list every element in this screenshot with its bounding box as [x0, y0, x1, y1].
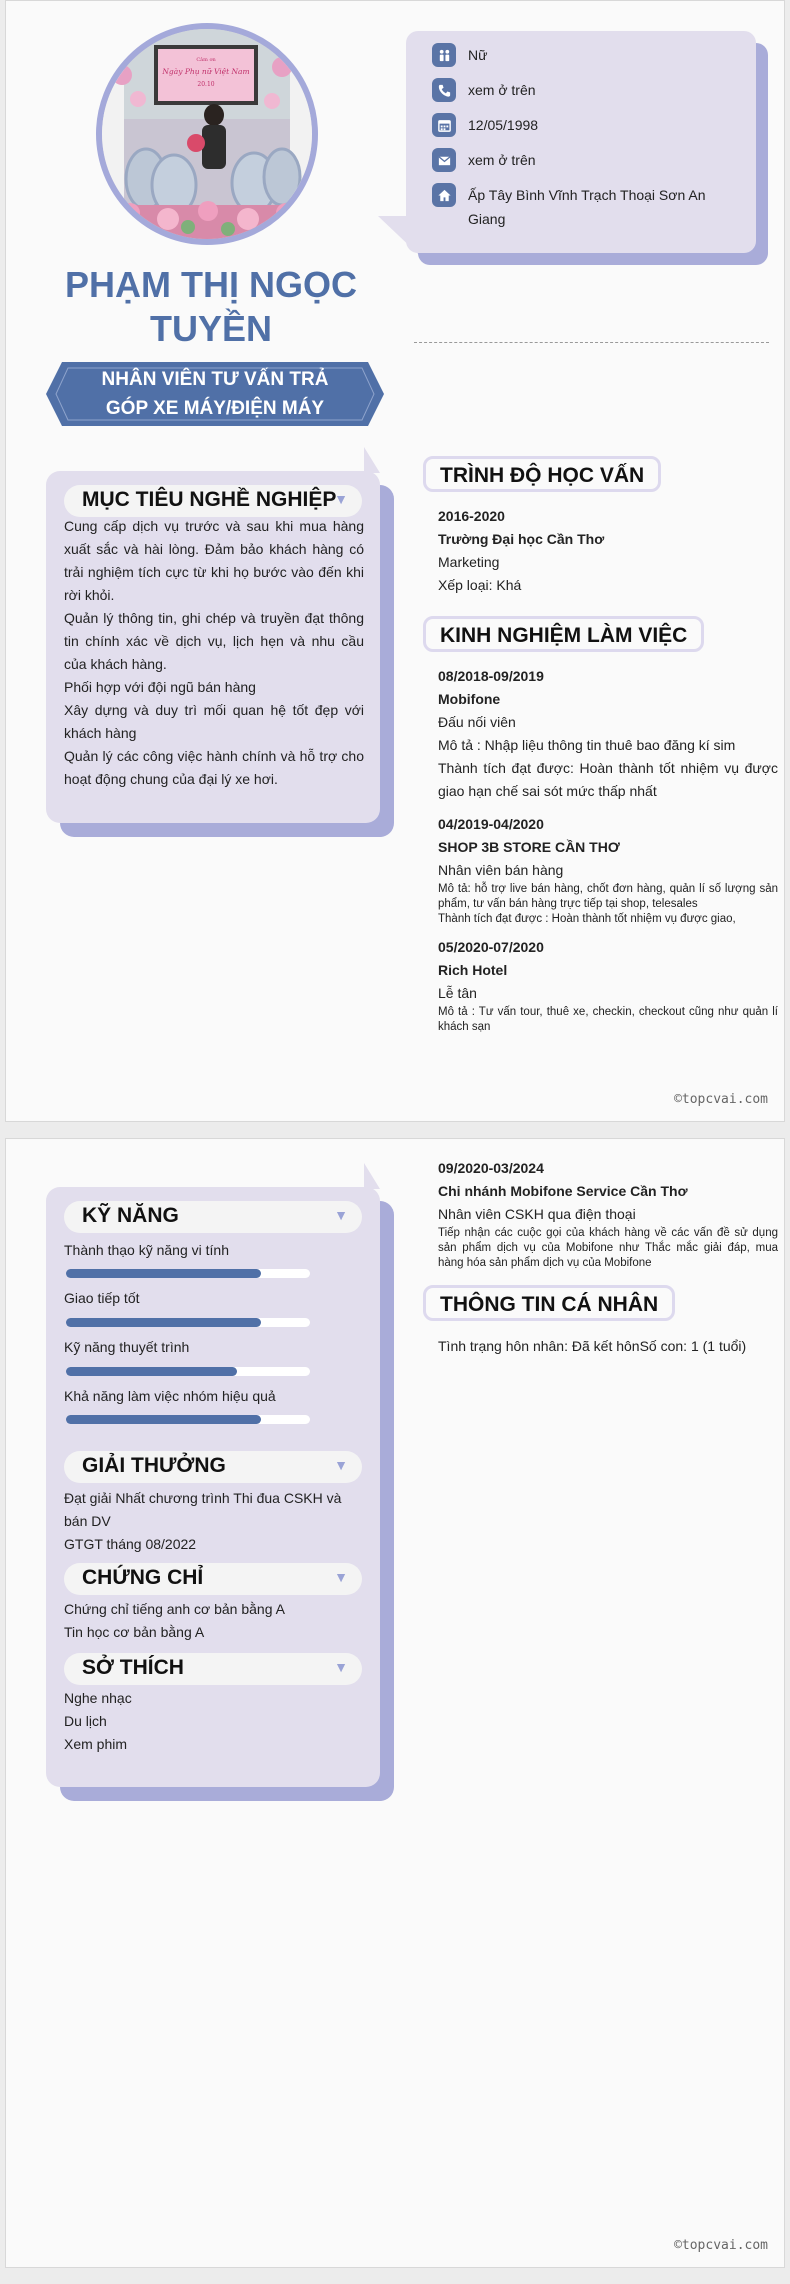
calendar-icon — [432, 113, 456, 137]
home-icon — [432, 183, 456, 207]
objective-text — [64, 515, 364, 791]
experience-position: Đấu nối viên — [438, 714, 516, 730]
photo-text-3: 20.10 — [197, 81, 215, 88]
experience-period: 05/2020-07/2020 — [438, 939, 544, 955]
job-title: NHÂN VIÊN TƯ VẤN TRẢ GÓP XE MÁY/ĐIỆN MÁY — [101, 369, 329, 419]
experience-item — [438, 813, 778, 927]
job-title-ribbon — [46, 362, 384, 426]
objective-line: Quản lý thông tin, ghi chép và truyền đạt thông tin chính xác về dịch vụ, lịch hẹn và nhu cầu của khách hàng. — [64, 610, 364, 672]
skills-heading: KỸ NĂNG — [82, 1204, 179, 1227]
experience-heading: KINH NGHIỆM LÀM VIỆC — [423, 616, 704, 652]
mail-icon — [432, 148, 456, 172]
experience-company: SHOP 3B STORE CẦN THƠ — [438, 839, 620, 855]
divider — [414, 342, 769, 343]
skill-bar-fill — [66, 1269, 261, 1278]
experience-period: 08/2018-09/2019 — [438, 668, 544, 684]
certificates-heading-pill — [64, 1563, 362, 1595]
objective-line: Quản lý các công việc hành chính và hỗ trợ cho hoạt động chung của đại lý xe hơi. — [64, 748, 364, 787]
award-item: Đạt giải Nhất chương trình Thi đua CSKH và bán DV — [64, 1490, 342, 1529]
education-section — [438, 505, 778, 597]
skill-bar — [66, 1318, 310, 1327]
skill-name: Thành thạo kỹ năng vi tính — [64, 1242, 229, 1258]
experience-position: Lễ tân — [438, 985, 477, 1001]
hobby-item: Nghe nhạc — [64, 1690, 132, 1706]
experience-achievement: Thành tích đạt được : Hoàn thành tốt nhiệm vụ được giao, — [438, 913, 736, 925]
certificate-item: Chứng chỉ tiếng anh cơ bản bằng A — [64, 1601, 285, 1617]
photo-text-1: Cảm ơn — [196, 57, 216, 63]
email-text: xem ở trên — [468, 152, 536, 168]
skills-heading-pill — [64, 1201, 362, 1233]
certificates-heading: CHỨNG CHỈ — [82, 1566, 204, 1589]
footer-brand: ©topcvai.com — [674, 2238, 768, 2253]
skill-name: Khả năng làm việc nhóm hiệu quả — [64, 1388, 276, 1404]
hobbies-heading-pill — [64, 1653, 362, 1685]
cv-page-1 — [5, 0, 785, 1122]
personal-info: Tình trạng hôn nhân: Đã kết hônSố con: 1 (1 tuổi) — [438, 1338, 747, 1354]
hobby-item: Xem phim — [64, 1736, 128, 1752]
gender-text: Nữ — [468, 47, 488, 63]
experience-company: Rich Hotel — [438, 962, 508, 978]
contact-address — [468, 183, 728, 231]
objective-card — [46, 471, 380, 823]
experience-company: Mobifone — [438, 691, 501, 707]
experience-period: 09/2020-03/2024 — [438, 1160, 544, 1176]
contact-gender — [468, 43, 728, 67]
education-school: Trường Đại học Cần Thơ — [438, 531, 605, 547]
skill-name: Giao tiếp tốt — [64, 1290, 140, 1306]
education-period: 2016-2020 — [438, 508, 505, 524]
triangle-down-icon: ▼ — [334, 1457, 348, 1473]
skill-bar-fill — [66, 1318, 261, 1327]
address-text: Ấp Tây Bình Vĩnh Trạch Thoại Sơn An Giang — [468, 187, 706, 227]
profile-photo — [96, 23, 318, 245]
experience-desc: Mô tả : Tư vấn tour, thuê xe, checkin, checkout cũng như quản lí khách sạn — [438, 1006, 778, 1033]
certificate-item: Tin học cơ bản bằng A — [64, 1624, 205, 1640]
experience-company: Chi nhánh Mobifone Service Cần Thơ — [438, 1183, 688, 1199]
awards-heading-pill — [64, 1451, 362, 1483]
experience-item — [438, 936, 778, 1035]
gender-icon — [432, 43, 456, 67]
triangle-down-icon: ▼ — [334, 1207, 348, 1223]
skill-bar — [66, 1269, 310, 1278]
awards-heading: GIẢI THƯỞNG — [82, 1454, 226, 1477]
objective-heading-pill — [64, 485, 362, 517]
skill-bar-fill — [66, 1367, 237, 1376]
experience-desc: Mô tả: hỗ trợ live bán hàng, chốt đơn hàng, quản lí số lượng sản phẩm, tư vấn bán hàng trực tiếp tại shop, telesales — [438, 883, 778, 910]
objective-line: Phối hợp với đội ngũ bán hàng — [64, 679, 256, 695]
objective-line: Cung cấp dịch vụ trước và sau khi mua hàng xuất sắc và hài lòng. Đảm bảo khách hàng có trải nghiệm tích cực từ khi họ bước vào đến khi rời khỏi. — [64, 518, 364, 603]
experience-position: Nhân viên CSKH qua điện thoại — [438, 1206, 636, 1222]
experience-desc: Tiếp nhận các cuộc gọi của khách hàng về các vấn đề sử dụng sản phẩm dịch vụ của Mobifone như Thắc mắc giải đáp, mua hàng hóa sản phẩm dịch vụ của Mobifone — [438, 1227, 778, 1269]
phone-text: xem ở trên — [468, 82, 536, 98]
skills-card-tail — [364, 1163, 380, 1189]
hobby-item: Du lịch — [64, 1713, 107, 1729]
phone-icon — [432, 78, 456, 102]
birthday-text: 12/05/1998 — [468, 117, 539, 133]
skill-bar-fill — [66, 1415, 261, 1424]
contact-birthday — [468, 113, 728, 137]
hobbies-heading: SỞ THÍCH — [82, 1656, 184, 1679]
education-major: Marketing — [438, 554, 500, 570]
hobbies-list — [64, 1687, 364, 1756]
skills-card — [46, 1187, 380, 1787]
skill-bar — [66, 1367, 310, 1376]
objective-line: Xây dựng và duy trì mối quan hệ tốt đẹp với khách hàng — [64, 702, 364, 741]
contact-email — [468, 148, 728, 172]
personal-heading: THÔNG TIN CÁ NHÂN — [423, 1285, 675, 1321]
triangle-down-icon: ▼ — [334, 1659, 348, 1675]
objective-heading: MỤC TIÊU NGHỀ NGHIỆP — [82, 488, 337, 511]
award-item: GTGT tháng 08/2022 — [64, 1536, 197, 1552]
footer-brand: ©topcvai.com — [674, 1092, 768, 1107]
candidate-name: PHẠM THỊ NGỌC TUYỀN — [65, 264, 357, 349]
education-grade: Xếp loại: Khá — [438, 577, 522, 593]
skill-name: Kỹ năng thuyết trình — [64, 1339, 190, 1355]
contact-box — [406, 31, 756, 253]
experience-achievement: Thành tích đạt được: Hoàn thành tốt nhiệm vụ được giao hạn chế sai sót mức thấp nhất — [438, 760, 778, 799]
experience-period: 04/2019-04/2020 — [438, 816, 544, 832]
triangle-down-icon: ▼ — [334, 1569, 348, 1585]
photo-text-2: Ngày Phụ nữ Việt Nam — [162, 67, 250, 76]
experience-position: Nhân viên bán hàng — [438, 862, 564, 878]
education-heading: TRÌNH ĐỘ HỌC VẤN — [423, 456, 661, 492]
experience-item — [438, 665, 778, 803]
skill-bar — [66, 1415, 310, 1424]
awards-list — [64, 1487, 364, 1556]
certificates-list — [64, 1598, 364, 1644]
experience-desc: Mô tả : Nhập liệu thông tin thuê bao đăng kí sim — [438, 737, 736, 753]
experience-item — [438, 1157, 778, 1271]
objective-card-tail — [364, 447, 380, 473]
triangle-down-icon: ▼ — [334, 491, 348, 507]
cv-page-2 — [5, 1138, 785, 2268]
contact-phone — [468, 78, 728, 102]
